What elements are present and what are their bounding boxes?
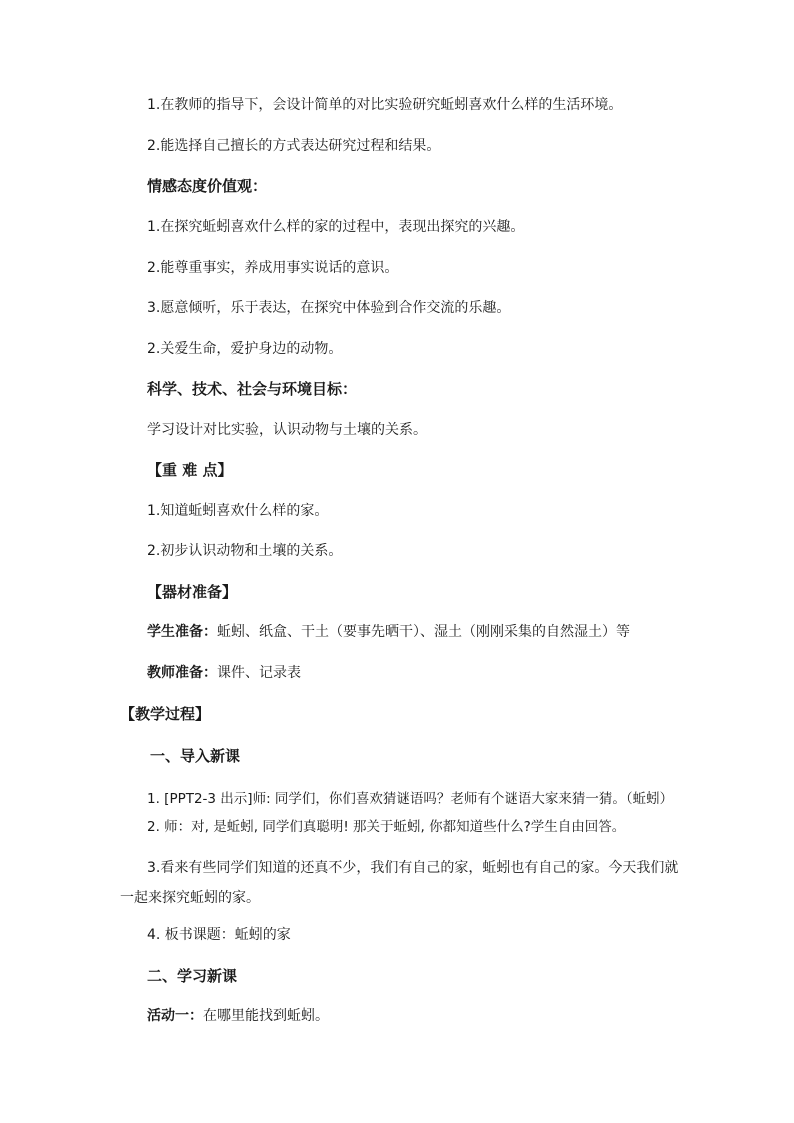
activity-1-text: 在哪里能找到蚯蚓。 (203, 1008, 329, 1024)
sts-text: 学习设计对比实验，认识动物与土壤的关系。 (147, 422, 427, 438)
keypoints-heading: 【重 难 点】 (147, 461, 233, 479)
student-materials-label: 学生准备： (147, 624, 217, 640)
section-1-item-2: 2. 师：对, 是蚯蚓, 同学们真聪明! 那关于蚯蚓, 你都知道些什么?学生自由回答。 (147, 819, 626, 835)
attitude-item-4: 2.关爱生命，爱护身边的动物。 (147, 341, 343, 357)
materials-heading: 【器材准备】 (147, 583, 238, 601)
section-2-heading: 二、学习新课 (147, 967, 238, 985)
process-heading: 【教学过程】 (120, 705, 211, 723)
activity-1 (147, 1006, 329, 1026)
teacher-materials-text: 课件、记录表 (217, 665, 301, 681)
skill-item-2: 2.能选择自己擅长的方式表达研究过程和结果。 (147, 138, 441, 154)
skill-item-1: 1.在教师的指导下，会设计简单的对比实验研究蚯蚓喜欢什么样的生活环境。 (147, 97, 623, 113)
keypoint-item-2: 2.初步认识动物和土壤的关系。 (147, 543, 343, 559)
sts-heading: 科学、技术、社会与环境目标： (147, 380, 358, 398)
teacher-materials-label: 教师准备： (147, 665, 217, 681)
section-1-heading: 一、导入新课 (150, 747, 241, 765)
keypoint-item-1: 1.知道蚯蚓喜欢什么样的家。 (147, 503, 329, 519)
attitude-item-1: 1.在探究蚯蚓喜欢什么样的家的过程中，表现出探究的兴趣。 (147, 219, 525, 235)
student-materials-text: 蚯蚓、纸盒、干土（要事先晒干）、湿土（刚刚采集的自然湿土）等 (217, 624, 630, 640)
activity-1-label: 活动一： (147, 1008, 203, 1024)
attitude-item-2: 2.能尊重事实，养成用事实说话的意识。 (147, 260, 399, 276)
section-1-item-1: 1. [PPT2-3 出示]师: 同学们，你们喜欢猜谜语吗？老师有个谜语大家来猜一猜。（蚯蚓） (147, 791, 674, 807)
section-1-item-3: 3.看来有些同学们知道的还真不少，我们有自己的家，蚯蚓也有自己的家。今天我们就一起来探究蚯蚓的家。 (120, 860, 679, 906)
attitude-heading: 情感态度价值观： (147, 177, 268, 195)
attitude-item-3: 3.愿意倾听，乐于表达，在探究中体验到合作交流的乐趣。 (147, 300, 511, 316)
section-1-item-4: 4. 板书课题：蚯蚓的家 (147, 927, 291, 943)
student-materials (147, 622, 630, 642)
teacher-materials (147, 663, 301, 683)
